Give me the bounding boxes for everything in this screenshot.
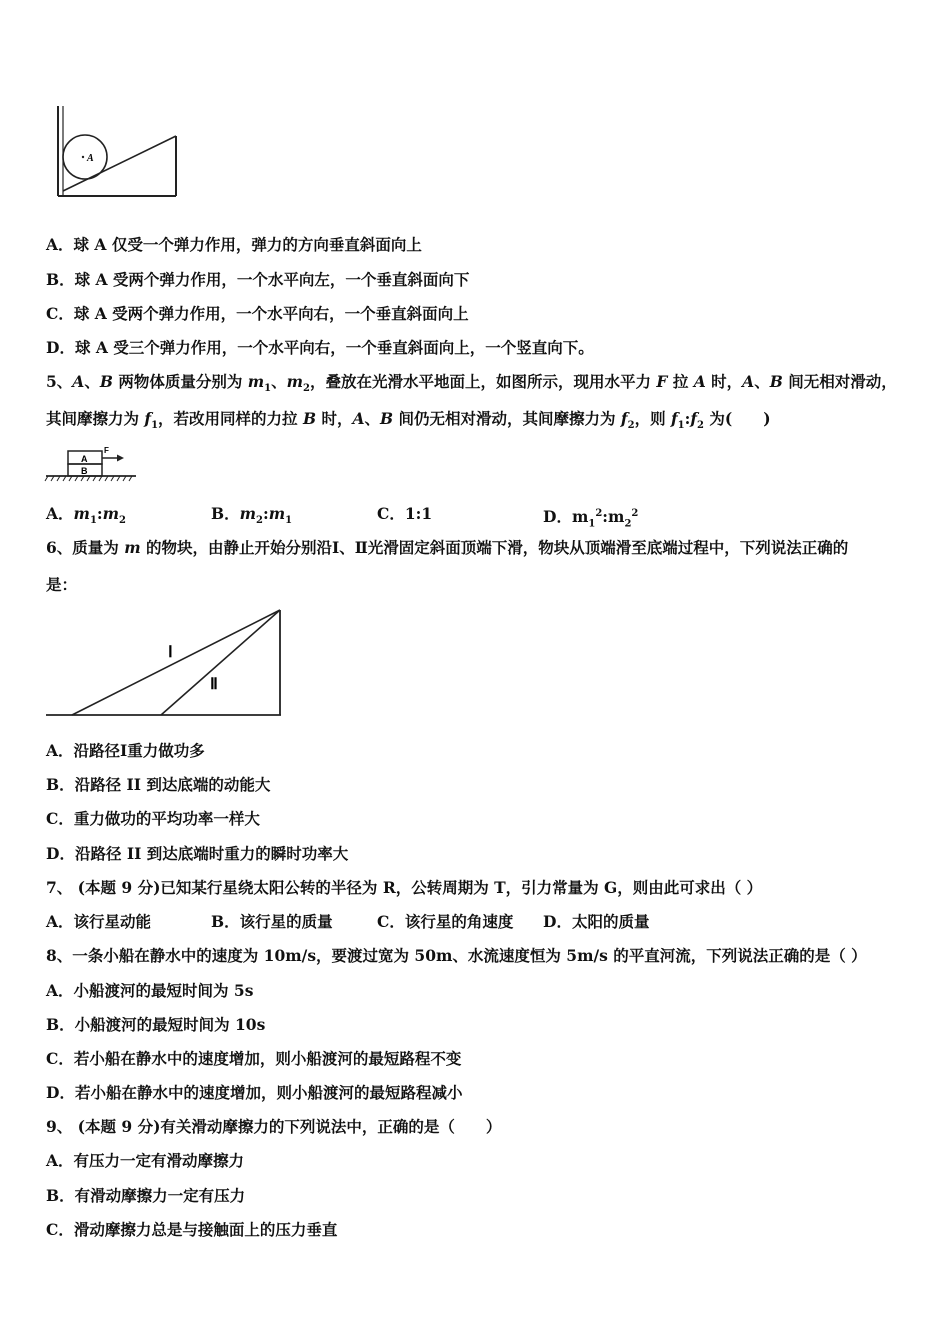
q4-option-d: D．球 A 受三个弹力作用，一个水平向右，一个垂直斜面向上，一个竖直向下。 <box>46 338 594 357</box>
block-b-label: B <box>81 466 88 476</box>
q8-option-b: B．小船渡河的最短时间为 10s <box>46 1015 266 1034</box>
q4-figure <box>52 102 182 200</box>
q6-stem-line1: 6、质量为 m 的物块，由静止开始分别沿Ⅰ、Ⅱ光滑固定斜面顶端下滑，物块从顶端滑至底端过程中，下列说法正确的 <box>46 538 849 557</box>
force-label: F <box>104 446 109 455</box>
q9-option-c: C．滑动摩擦力总是与接触面上的压力垂直 <box>46 1220 338 1239</box>
q4-option-a: A．球 A 仅受一个弹力作用，弹力的方向垂直斜面向上 <box>46 235 422 254</box>
q5-option-b: B．$m_2:m_1$ <box>211 504 293 527</box>
q4-option-b: B．球 A 受两个弹力作用，一个水平向左，一个垂直斜面向下 <box>46 270 470 289</box>
q7-option-c: C．该行星的角速度 <box>377 912 514 931</box>
q8-option-a: A．小船渡河的最短时间为 5s <box>46 981 254 1000</box>
q7-option-a: A．该行星动能 <box>46 912 152 931</box>
q8-stem: 8、一条小船在静水中的速度为 10m/s，要渡过宽为 50m、水流速度恒为 5m/s 的平直河流，下列说法正确的是（ ） <box>46 946 867 965</box>
q5-stem-line2: 其间摩擦力为 $f_1$，若改用同样的力拉 B 时，A、B 间仍无相对滑动，其间摩擦力为 $f_2$，则 $f_1:f_2$ 为( ) <box>46 409 771 432</box>
q7-stem: 7、 (本题 9 分)已知某行星绕太阳公转的半径为 R，公转周期为 T，引力常量为 G，则由此可求出（ ） <box>46 878 763 897</box>
q6-figure <box>44 605 289 720</box>
q6-option-c: C．重力做功的平均功率一样大 <box>46 809 260 828</box>
incline-i-label: Ⅰ <box>168 644 173 661</box>
ball-label: A <box>87 153 94 164</box>
q5-figure <box>44 444 139 484</box>
q9-option-a: A．有压力一定有滑动摩擦力 <box>46 1151 245 1170</box>
q5-option-c: C．1:1 <box>377 504 433 523</box>
q7-option-d: D．太阳的质量 <box>543 912 650 931</box>
q4-option-c: C．球 A 受两个弹力作用，一个水平向右，一个垂直斜面向上 <box>46 304 469 323</box>
q7-option-b: B．该行星的质量 <box>211 912 333 931</box>
q8-option-d: D．若小船在静水中的速度增加，则小船渡河的最短路程减小 <box>46 1083 463 1102</box>
q5-stem-line1: 5、A、B 两物体质量分别为 $m_1$、$m_2$，叠放在光滑水平地面上，如图所示，现用水平力 F 拉 A 时，A、B 间无相对滑动， <box>46 372 897 395</box>
block-a-label: A <box>81 454 88 464</box>
incline-i <box>72 610 280 715</box>
incline-ii <box>161 610 280 715</box>
q5-option-a: A．$m_1:m_2$ <box>46 504 127 527</box>
q5-option-d: D．$m_1^2:m_2^2$ <box>543 507 639 530</box>
q8-option-c: C．若小船在静水中的速度增加，则小船渡河的最短路程不变 <box>46 1049 462 1068</box>
q9-stem: 9、 (本题 9 分)有关滑动摩擦力的下列说法中，正确的是（ ） <box>46 1117 502 1136</box>
q9-option-b: B．有滑动摩擦力一定有压力 <box>46 1186 246 1205</box>
ball-a <box>63 135 107 179</box>
q6-stem-line2: 是： <box>46 575 78 594</box>
q6-option-a: A．沿路径Ⅰ重力做功多 <box>46 741 205 760</box>
q6-option-b: B．沿路径 II 到达底端的动能大 <box>46 775 271 794</box>
incline-ii-label: Ⅱ <box>210 676 218 693</box>
q6-option-d: D．沿路径 II 到达底端时重力的瞬时功率大 <box>46 844 349 863</box>
